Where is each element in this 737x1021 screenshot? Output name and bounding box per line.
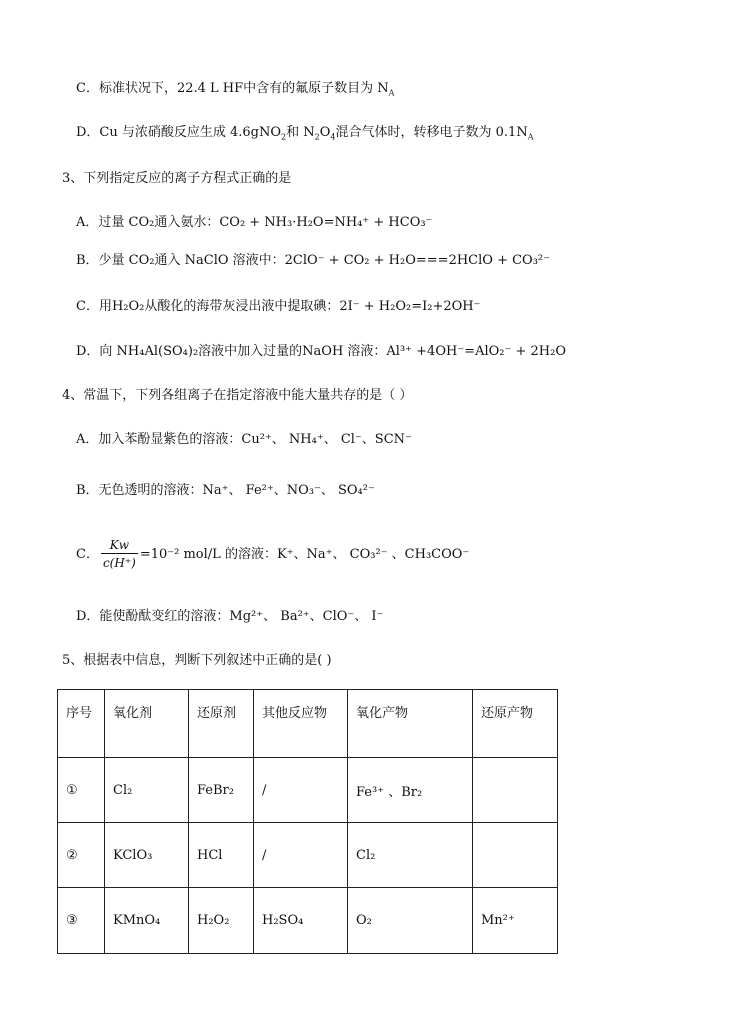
q3-stem: 3、下列指定反应的离子方程式正确的是 bbox=[62, 171, 292, 186]
q3-option-c: C．用H₂O₂从酸化的海带灰浸出液中提取碘：2I⁻ + H₂O₂=I₂+2OH⁻ bbox=[76, 299, 481, 314]
table-header-cell: 其他反应物 bbox=[254, 690, 348, 758]
table-cell: O₂ bbox=[348, 888, 473, 954]
q2-option-d-sub3: 4 bbox=[330, 132, 336, 142]
q4-option-c bbox=[76, 535, 469, 575]
q2-option-d-mid: 和 N bbox=[286, 125, 315, 140]
q2-option-d-mid2: O bbox=[319, 125, 331, 140]
table-cell: ② bbox=[58, 823, 105, 888]
q4-stem: 4、常温下，下列各组离子在指定溶液中能大量共存的是（ ） bbox=[62, 388, 413, 403]
fraction-denominator: c(H⁺) bbox=[101, 553, 138, 572]
q2-option-d-post: 混合气体时，转移电子数为 0.1N bbox=[335, 125, 528, 140]
q2-option-d-sub1: 2 bbox=[281, 132, 287, 142]
table-cell bbox=[473, 758, 558, 823]
q3-option-d: D．向 NH₄Al(SO₄)₂溶液中加入过量的NaOH 溶液：Al³⁺ +4OH⁻=AlO₂⁻ + 2H₂O bbox=[76, 344, 566, 359]
table-row bbox=[58, 888, 558, 954]
table-cell: KMnO₄ bbox=[105, 888, 189, 954]
table-header-cell: 还原剂 bbox=[189, 690, 254, 758]
q5-stem: 5、根据表中信息，判断下列叙述中正确的是( ) bbox=[62, 653, 332, 668]
table-header-row bbox=[58, 690, 558, 758]
info-table bbox=[57, 689, 558, 954]
q2-option-d bbox=[76, 124, 533, 147]
q2-option-d-sub4: A bbox=[527, 132, 534, 142]
table-cell: H₂O₂ bbox=[189, 888, 254, 954]
table-header-cell: 氧化产物 bbox=[348, 690, 473, 758]
table-cell: Fe³⁺ 、Br₂ bbox=[348, 758, 473, 823]
q2-option-c-text: C．标准状况下，22.4 L HF中含有的氟原子数目为 N bbox=[76, 81, 389, 96]
q4-option-b: B．无色透明的溶液：Na⁺、 Fe²⁺、NO₃⁻、 SO₄²⁻ bbox=[76, 483, 375, 498]
q2-option-d-sub2: 2 bbox=[314, 132, 320, 142]
table-cell: Mn²⁺ bbox=[473, 888, 558, 954]
q2-option-d-pre: D．Cu 与浓硝酸反应生成 4.6gNO bbox=[76, 125, 282, 140]
q3-option-b: B．少量 CO₂通入 NaClO 溶液中：2ClO⁻ + CO₂ + H₂O===2HClO + CO₃²⁻ bbox=[76, 253, 550, 268]
table-cell: Cl₂ bbox=[348, 823, 473, 888]
q2-option-c bbox=[76, 80, 394, 103]
table-header-cell: 氧化剂 bbox=[105, 690, 189, 758]
table-header-cell: 还原产物 bbox=[473, 690, 558, 758]
table-cell: KClO₃ bbox=[105, 823, 189, 888]
table-cell: / bbox=[254, 758, 348, 823]
q4-option-c-rest: =10⁻² mol/L 的溶液：K⁺、Na⁺、 CO₃²⁻ 、CH₃COO⁻ bbox=[139, 547, 470, 562]
q3-option-a: A．过量 CO₂通入氨水：CO₂ + NH₃·H₂O=NH₄⁺ + HCO₃⁻ bbox=[76, 215, 433, 230]
table-cell: FeBr₂ bbox=[189, 758, 254, 823]
fraction-numerator: Kw bbox=[109, 538, 130, 552]
q4-option-a: A．加入苯酚显紫色的溶液：Cu²⁺、 NH₄⁺、 Cl⁻、SCN⁻ bbox=[76, 432, 412, 447]
table-cell: / bbox=[254, 823, 348, 888]
table-cell: HCl bbox=[189, 823, 254, 888]
kw-fraction bbox=[101, 537, 138, 572]
table-cell: H₂SO₄ bbox=[254, 888, 348, 954]
table-row bbox=[58, 823, 558, 888]
table-cell bbox=[473, 823, 558, 888]
q2-option-c-sub: A bbox=[388, 88, 395, 98]
table-cell: Cl₂ bbox=[105, 758, 189, 823]
table-header-cell: 序号 bbox=[58, 690, 105, 758]
table-cell: ③ bbox=[58, 888, 105, 954]
q4-option-d: D．能使酚酞变红的溶液：Mg²⁺、 Ba²⁺、ClO⁻、 I⁻ bbox=[76, 609, 384, 624]
q4-option-c-label: C． bbox=[76, 547, 99, 562]
table-cell: ① bbox=[58, 758, 105, 823]
table-row bbox=[58, 758, 558, 823]
